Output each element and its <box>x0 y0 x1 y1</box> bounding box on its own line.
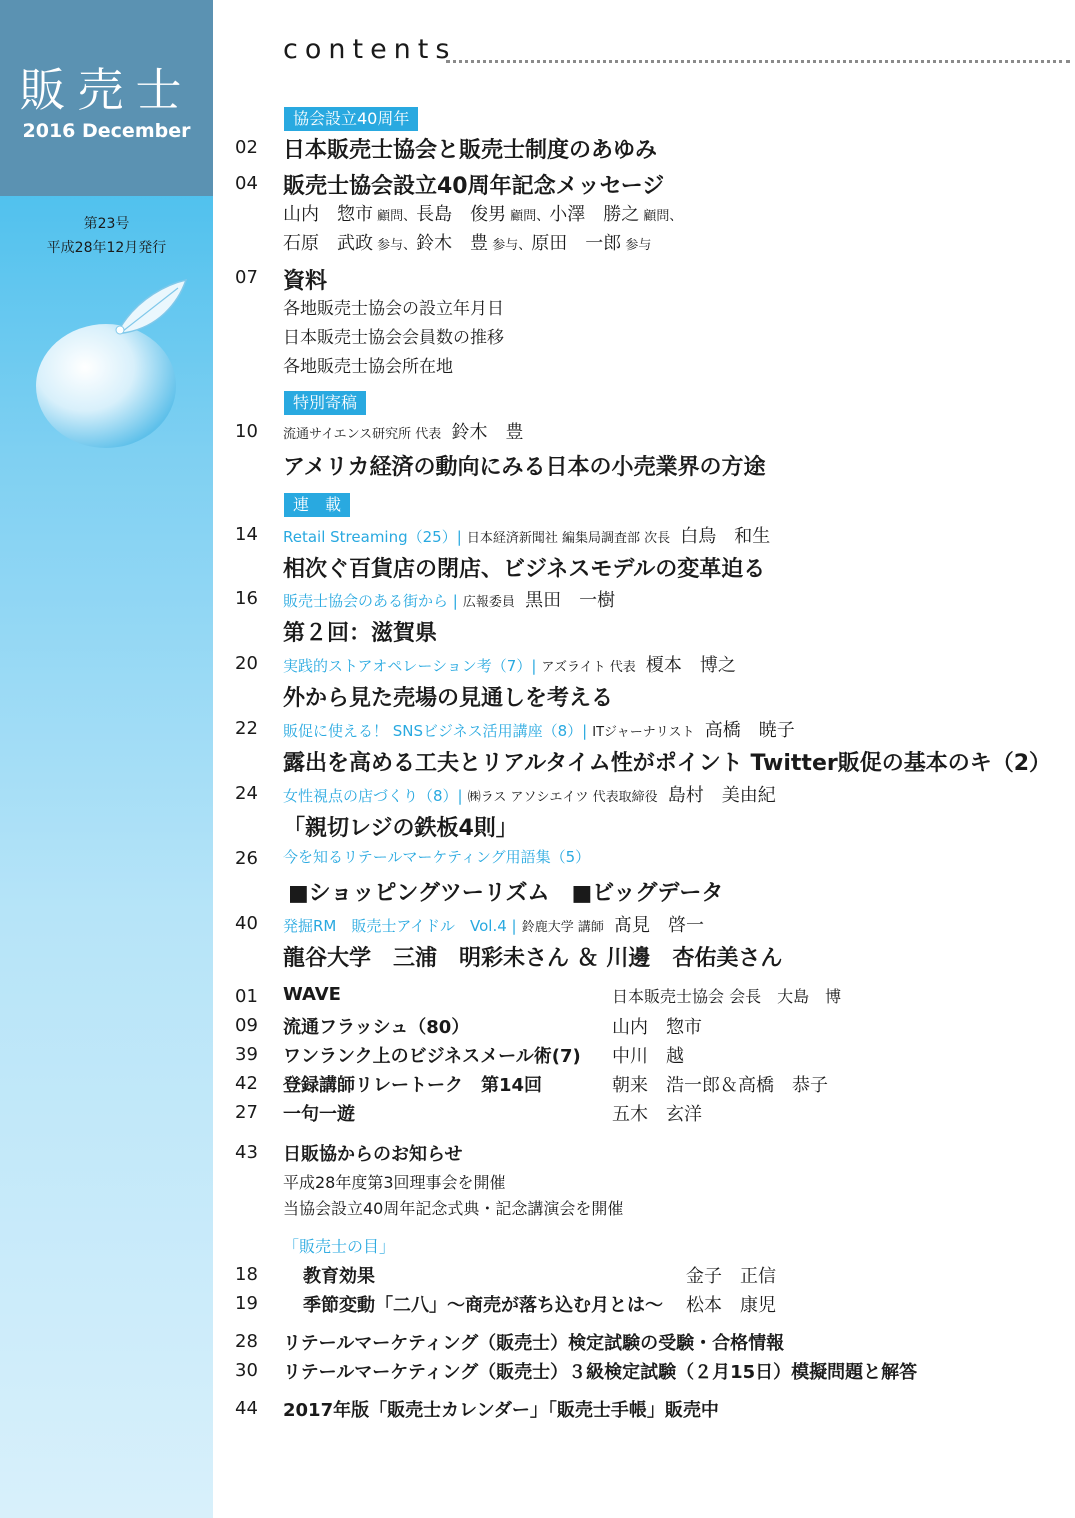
page-number: 02 <box>235 137 258 158</box>
article-title[interactable]: アメリカ経済の動向にみる日本の小売業界の方途 <box>283 455 766 480</box>
series-name[interactable]: 販売士協会のある街から | <box>283 592 458 610</box>
page-number: 22 <box>235 718 258 739</box>
author-org: ㈱ラス アソシエイツ 代表取締役 <box>467 790 658 805</box>
serial-byline <box>283 781 776 807</box>
notice-item[interactable]: 当協会設立40周年記念式典・記念講演会を開催 <box>283 1199 624 1218</box>
eye-section-label: 「販売士の目」 <box>283 1237 396 1256</box>
contents-heading: contents <box>283 34 457 65</box>
eye-author: 金子 正信 <box>686 1266 776 1287</box>
dotted-rule <box>446 60 1070 63</box>
material-item[interactable]: 日本販売士協会会員数の推移 <box>283 328 504 348</box>
author-name: 白鳥 和生 <box>680 526 771 547</box>
page-number: 39 <box>235 1044 258 1065</box>
column-title[interactable]: ワンランク上のビジネスメール術(7) <box>283 1046 581 1067</box>
author-name: 榎本 博之 <box>645 655 736 676</box>
page-number: 10 <box>235 421 258 442</box>
message-authors-line-2 <box>283 229 651 255</box>
article-title[interactable]: 日本販売士協会と販売士制度のあゆみ <box>283 138 658 163</box>
column-title[interactable]: 一句一遊 <box>283 1104 355 1125</box>
issue-info <box>0 212 213 260</box>
author-role: 顧問、 <box>506 209 550 224</box>
author-role: 参与 <box>621 238 652 253</box>
serial-byline <box>283 586 615 612</box>
page-number: 28 <box>235 1331 258 1352</box>
page-number: 07 <box>235 267 258 288</box>
author-name: 髙見 啓一 <box>614 915 704 936</box>
page-number: 44 <box>235 1398 258 1419</box>
serial-byline <box>283 522 770 548</box>
author-role: 顧問、 <box>373 209 417 224</box>
section-tag-special: 特別寄稿 <box>284 391 366 415</box>
series-name[interactable]: 今を知るリテールマーケティング用語集（5） <box>283 848 591 866</box>
column-author: 五木 玄洋 <box>612 1104 702 1125</box>
author-org: 広報委員 <box>462 595 515 610</box>
magazine-date: 2016 December <box>22 120 191 142</box>
eye-title[interactable]: 季節変動「二八」～商売が落ち込む月とは～ <box>303 1295 663 1316</box>
exam-title[interactable]: リテールマーケティング（販売士）３級検定試験（２月15日）模擬問題と解答 <box>283 1362 918 1383</box>
serial-byline <box>283 651 736 677</box>
serial-byline <box>283 911 704 937</box>
eye-author: 松本 康児 <box>686 1295 776 1316</box>
page-number: 18 <box>235 1264 258 1285</box>
author-name: 原田 一郎 <box>531 233 622 254</box>
column-title[interactable]: 登録講師リレートーク 第14回 <box>283 1075 543 1096</box>
column-title[interactable]: WAVE <box>283 984 341 1005</box>
author-name: 長島 俊男 <box>416 204 507 225</box>
page-number: 16 <box>235 588 258 609</box>
page-number: 42 <box>235 1073 258 1094</box>
article-title[interactable]: 相次ぐ百貨店の閉店、ビジネスモデルの変革迫る <box>283 557 766 582</box>
author-role: 参与、 <box>373 238 417 253</box>
article-title[interactable]: 2017年版「販売士カレンダー」「販売士手帳」販売中 <box>283 1400 719 1421</box>
page-number: 30 <box>235 1360 258 1381</box>
author-role: 参与、 <box>488 238 532 253</box>
article-title[interactable]: 第２回：滋賀県 <box>283 621 438 646</box>
page-number: 27 <box>235 1102 258 1123</box>
author-role: 顧問、 <box>639 209 683 224</box>
author-org: 日本経済新聞社 編集局調査部 次長 <box>466 531 671 546</box>
eye-title[interactable]: 教育効果 <box>303 1266 375 1287</box>
author-name: 鈴木 豊 <box>416 233 489 254</box>
series-name[interactable]: 発掘RM 販売士アイドル Vol.4 | <box>283 917 517 935</box>
author-name: 小澤 勝之 <box>549 204 640 225</box>
author-org: 鈴鹿大学 講師 <box>521 920 604 935</box>
column-title[interactable]: 流通フラッシュ（80） <box>283 1017 470 1038</box>
mandarin-illustration <box>28 278 188 448</box>
page-number: 19 <box>235 1293 258 1314</box>
notice-title[interactable]: 日販協からのお知らせ <box>283 1144 463 1165</box>
series-name[interactable]: 女性視点の店づくり（8）| <box>283 787 463 805</box>
section-tag-anniversary: 協会設立40周年 <box>284 107 418 131</box>
series-name[interactable]: 実践的ストアオペレーション考（7）| <box>283 657 537 675</box>
message-authors-line-1 <box>283 200 682 226</box>
series-name[interactable]: 販促に使える！ SNSビジネス活用講座（8）| <box>283 722 588 740</box>
series-name[interactable]: Retail Streaming（25）| <box>283 528 462 546</box>
article-title[interactable]: 外から見た売場の見通しを考える <box>283 686 614 711</box>
issue-number: 第23号 <box>83 216 130 232</box>
section-tag-serial: 連 載 <box>284 493 350 517</box>
author-name: 石原 武政 <box>283 233 373 254</box>
article-title[interactable]: 「親切レジの鉄板4則」 <box>283 816 518 841</box>
author-name: 山内 惣市 <box>283 204 373 225</box>
author-name: 黒田 一樹 <box>525 590 616 611</box>
page-number: 40 <box>235 913 258 934</box>
page-number: 26 <box>235 848 258 869</box>
magazine-title: 販売士 <box>19 63 194 117</box>
article-title[interactable]: 資料 <box>283 269 328 294</box>
page-number: 04 <box>235 173 258 194</box>
author-org: ITジャーナリスト <box>592 725 695 740</box>
special-author <box>283 418 523 444</box>
author-org: 流通サイエンス研究所 代表 <box>283 427 442 442</box>
author-org: アズライト 代表 <box>541 660 636 675</box>
article-title[interactable]: 販売士協会設立40周年記念メッセージ <box>283 174 665 199</box>
material-item[interactable]: 各地販売士協会の設立年月日 <box>283 299 504 319</box>
column-author: 朝来 浩一郎＆高橋 恭子 <box>612 1075 828 1096</box>
serial-byline <box>283 716 795 742</box>
page-number: 09 <box>235 1015 258 1036</box>
page-number: 20 <box>235 653 258 674</box>
serial-byline <box>283 846 590 867</box>
column-author: 山内 惣市 <box>612 1017 702 1038</box>
author-name: 島村 美由紀 <box>667 785 776 806</box>
article-title[interactable]: ■ショッピングツーリズム ■ビッグデータ <box>288 881 724 906</box>
issue-date: 平成28年12月発行 <box>46 240 167 256</box>
page-number: 01 <box>235 986 258 1007</box>
column-author: 日本販売士協会 会長 大島 博 <box>612 987 842 1006</box>
page-number: 24 <box>235 783 258 804</box>
author-name: 鈴木 豊 <box>451 422 524 443</box>
column-author: 中川 越 <box>612 1046 684 1067</box>
exam-title[interactable]: リテールマーケティング（販売士）検定試験の受験・合格情報 <box>283 1333 785 1354</box>
page-number: 43 <box>235 1142 258 1163</box>
author-name: 高橋 暁子 <box>704 720 795 741</box>
article-title[interactable]: 露出を高める工夫とリアルタイム性がポイント Twitter販促の基本のキ（2） <box>283 751 1052 776</box>
article-title[interactable]: 龍谷大学 三浦 明彩未さん ＆ 川邊 杏佑美さん <box>283 946 783 971</box>
page-number: 14 <box>235 524 258 545</box>
notice-item[interactable]: 平成28年度第3回理事会を開催 <box>283 1173 506 1192</box>
material-item[interactable]: 各地販売士協会所在地 <box>283 357 453 377</box>
